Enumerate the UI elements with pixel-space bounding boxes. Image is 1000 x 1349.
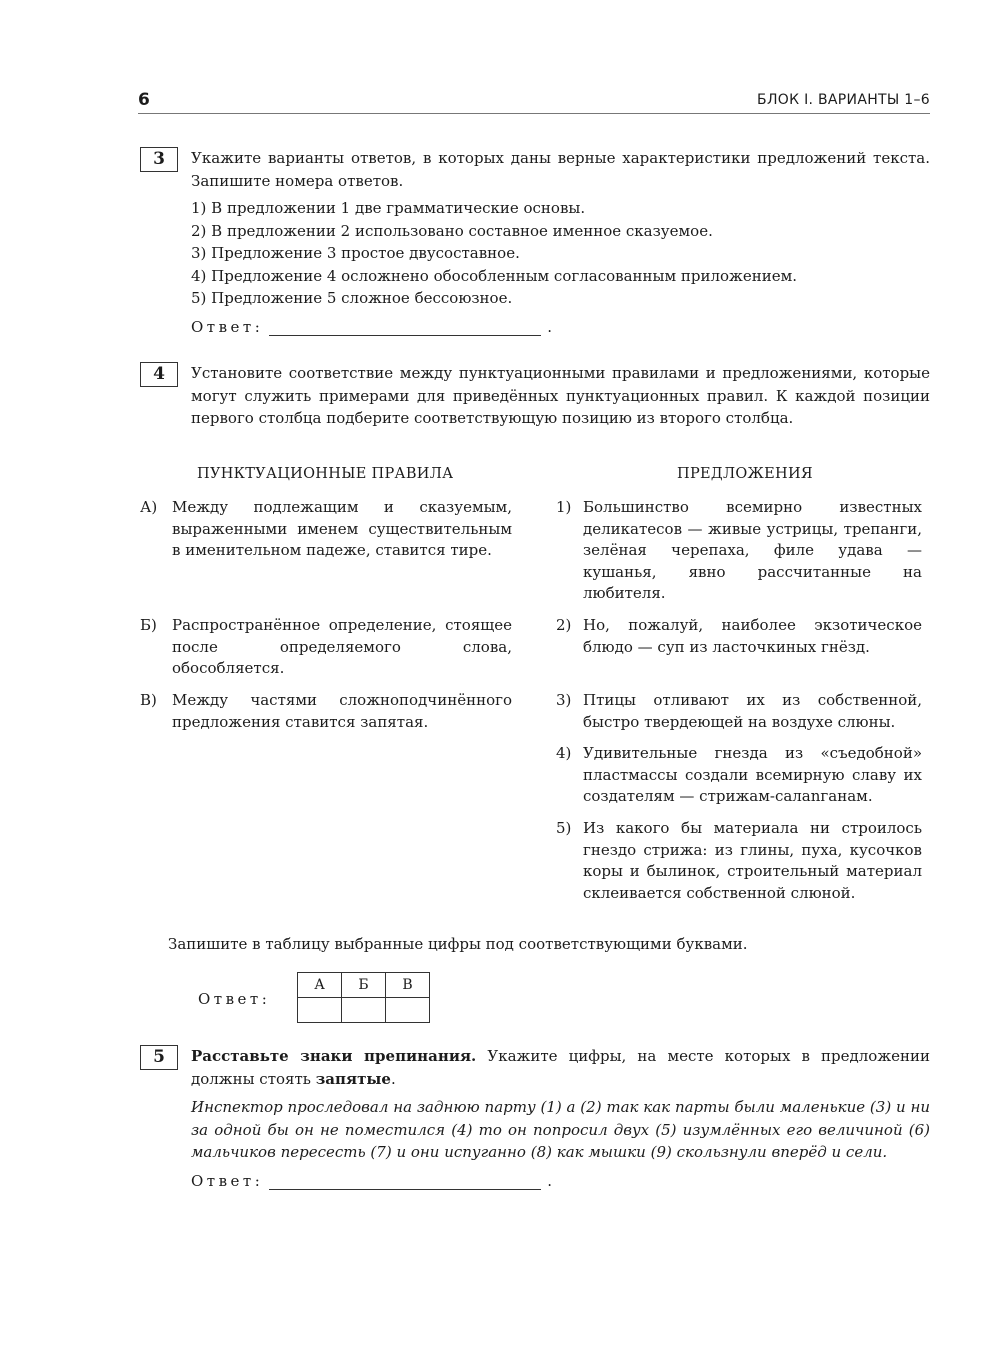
answer-row: [191, 318, 930, 336]
column-header-rules: ПУНКТУАЦИОННЫЕ ПРАВИЛА: [197, 466, 454, 482]
sentence-2: [556, 615, 922, 658]
rule-text: Между частями сложноподчинённого предложения ставится запятая.: [172, 691, 512, 731]
answer-table-input-row: [298, 998, 430, 1023]
column-header-sentences: ПРЕДЛОЖЕНИЯ: [677, 466, 813, 482]
task-3: [140, 147, 930, 336]
rule-c: [140, 690, 512, 733]
task-number-box: 4: [140, 362, 178, 387]
answer-table-header-row: [298, 973, 430, 998]
answer-period: .: [547, 317, 553, 336]
sentence-3: [556, 690, 922, 733]
answer-cell-a[interactable]: [298, 998, 342, 1023]
answer-label: Ответ:: [198, 990, 271, 1008]
sentence-text: Птицы отливают их из собственной, быстро твердеющей на воздухе слюны.: [583, 691, 922, 731]
sentence-mark: 2): [556, 616, 572, 634]
option-2: 2) В предложении 2 использовано составное именное сказуемое.: [191, 221, 713, 240]
sentence-mark: 5): [556, 819, 572, 837]
sentence-text: Удивительные гнезда из «съедобной» пластмассы создали всемирную славу их создателям — стрижам-салanганам.: [583, 744, 922, 805]
answer-blank[interactable]: [269, 320, 541, 336]
answer-row: [191, 1172, 930, 1190]
answer-table-header-b: Б: [342, 973, 386, 998]
prompt-bold-part: Расставьте знаки препинания.: [191, 1047, 477, 1065]
answer-table-header-c: В: [386, 973, 430, 998]
rule-b: [140, 615, 512, 680]
option-3: 3) Предложение 3 простое двусоставное.: [191, 244, 520, 262]
sentence-mark: 1): [556, 498, 572, 516]
task-prompt-text: Укажите варианты ответов, в которых даны верные характеристики предложений текста. Запишите номера ответов.: [191, 149, 930, 190]
exercise-sentence: Инспектор проследовал на заднюю парту (1) а (2) так как парты были маленькие (3) и ни за одной бы он не поместился (4) то он попросил двух (5) изумлённых его величиной (6) мальчиков пересесть (7) и они испуганно (8) как мышки (9) скользнули вперёд и сели.: [191, 1098, 930, 1161]
answer-table-header-a: А: [298, 973, 342, 998]
sentence-1: [556, 497, 922, 605]
task-number-box: 3: [140, 147, 178, 172]
page-number: 6: [138, 90, 150, 110]
answer-cell-c[interactable]: [386, 998, 430, 1023]
header-rule: [138, 113, 930, 114]
sentence-mark: 4): [556, 744, 572, 762]
rule-text: Между подлежащим и сказуемым, выраженными именем существительным в именительном падеже, ставится тире.: [172, 498, 512, 559]
answer-period: .: [547, 1171, 553, 1190]
prompt-end: .: [390, 1069, 396, 1088]
answer-label: Ответ:: [191, 317, 264, 336]
sentence-text: Из какого бы материала ни строилось гнездо стрижа: из глины, пуха, кусочков коры и былинок, строительный материал склеивается собственной слюной.: [583, 819, 922, 902]
rule-text: Распространённое определение, стоящее после определяемого слова, обособляется.: [172, 616, 512, 677]
task-number-box: 5: [140, 1045, 178, 1070]
answer-label: Ответ:: [191, 1171, 264, 1190]
task-5: [140, 1045, 930, 1190]
rule-mark: В): [140, 691, 157, 709]
sentence-text: Большинство всемирно известных деликатесов — живые устрицы, трепанги, зелёная черепаха, филе удава — кушанья, явно рассчитанные на любителя.: [583, 498, 922, 602]
sentence-4: [556, 743, 922, 808]
task-prompt: [191, 147, 930, 192]
prompt-regular-part: Укажите цифры, на месте которых в предложении должны стоять: [191, 1047, 930, 1088]
answer-cell-b[interactable]: [342, 998, 386, 1023]
option-1: 1) В предложении 1 две грамматические основы.: [191, 199, 586, 217]
prompt-bold-commas: запятые: [315, 1069, 391, 1088]
answer-blank[interactable]: [269, 1174, 541, 1190]
rule-mark: А): [140, 498, 158, 516]
task-prompt-text: [191, 1045, 930, 1090]
task-prompt: [191, 362, 930, 430]
sentence-5: [556, 818, 922, 904]
sentence-mark: 3): [556, 691, 572, 709]
sentence-text: Но, пожалуй, наиболее экзотическое блюдо — суп из ласточкиных гнёзд.: [583, 616, 922, 656]
options-list: [191, 197, 930, 310]
task-prompt: [191, 1045, 930, 1090]
option-4: 4) Предложение 4 осложнено обособленным согласованным приложением.: [191, 266, 798, 285]
running-head: БЛОК I. ВАРИАНТЫ 1–6: [757, 92, 930, 108]
table-instruction: Запишите в таблицу выбранные цифры под соответствующими буквами.: [168, 935, 748, 953]
answer-table: [297, 972, 430, 1023]
task-4: [140, 362, 930, 430]
option-5: 5) Предложение 5 сложное бессоюзное.: [191, 289, 513, 307]
rule-a: [140, 497, 512, 562]
task-prompt-text: Установите соответствие между пунктуационными правилами и предложениями, которые могут служить примерами для приведённых пунктуационных правил. К каждой позиции первого столбца подберите соответствующую позицию из второго столбца.: [191, 364, 930, 427]
rule-mark: Б): [140, 616, 157, 634]
